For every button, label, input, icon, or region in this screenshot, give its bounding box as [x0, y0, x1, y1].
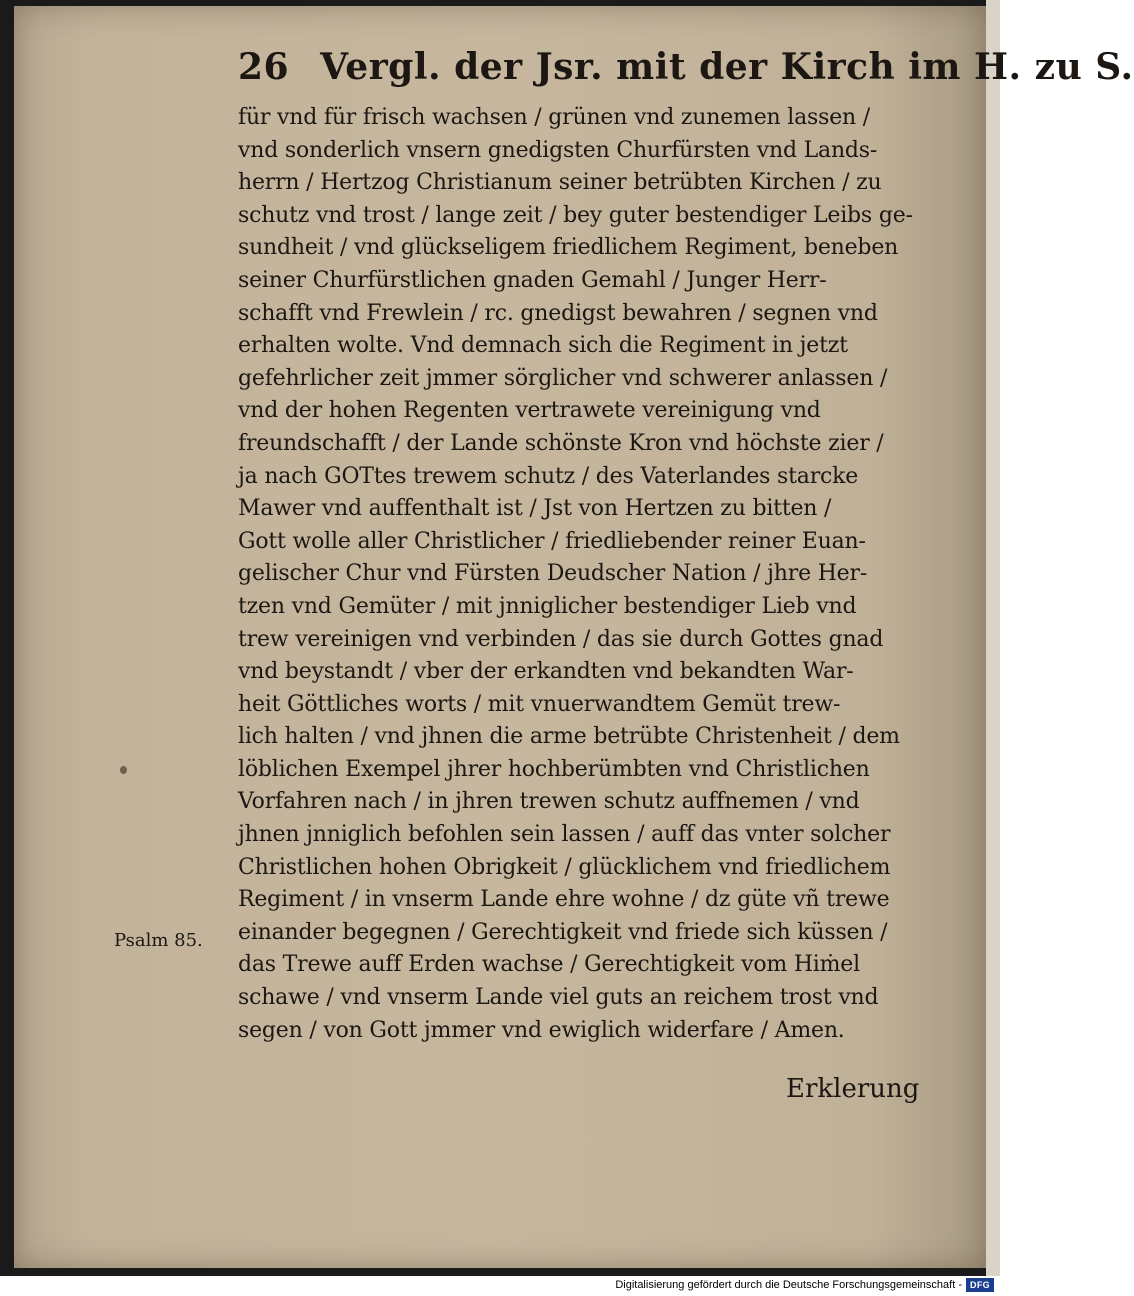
- text-line: Christlichen hohen Obrigkeit / glücklichem vnd friedlichem: [238, 854, 891, 880]
- text-line: sundheit / vnd glückseligem friedlichem Regiment, beneben: [238, 235, 899, 261]
- text-line: einander begegnen / Gerechtigkeit vnd friede sich küssen /: [238, 919, 888, 945]
- text-line: tzen vnd Gemüter / mit jnniglicher bestendiger Lieb vnd: [238, 593, 857, 619]
- text-line: schutz vnd trost / lange zeit / bey guter bestendiger Leibs ge-: [238, 202, 913, 228]
- text-line: schawe / vnd vnserm Lande viel guts an reichem trost vnd: [238, 985, 879, 1011]
- text-line: vnd beystandt / vber der erkandten vnd bekandten War-: [238, 659, 854, 685]
- text-line: gelischer Chur vnd Fürsten Deudscher Nation / jhre Her-: [238, 561, 868, 587]
- text-line: freundschafft / der Lande schönste Kron vnd höchste zier /: [238, 430, 884, 456]
- body-text: [238, 102, 918, 1047]
- running-title: Vergl. der Jsr. mit der Kirch im H. zu S.: [320, 46, 1134, 88]
- text-line: herrn / Hertzog Christianum seiner betrübten Kirchen / zu: [238, 170, 882, 196]
- funding-credit: Digitalisierung gefördert durch die Deutsche Forschungsgemeinschaft -: [615, 1279, 962, 1291]
- text-line: jhnen jnniglich befohlen sein lassen / auff das vnter solcher: [238, 822, 891, 848]
- ink-speck: [120, 766, 127, 774]
- text-line: schafft vnd Frewlein / rc. gnedigst bewahren / segnen vnd: [238, 300, 878, 326]
- text-line: Vorfahren nach / in jhren trewen schutz auffnemen / vnd: [238, 789, 860, 815]
- text-line: Mawer vnd auffenthalt ist / Jst von Hertzen zu bitten /: [238, 496, 832, 522]
- text-line: gefehrlicher zeit jmmer sörglicher vnd schwerer anlassen /: [238, 365, 888, 391]
- text-line: löblichen Exempel jhrer hochberümbten vnd Christlichen: [238, 756, 870, 782]
- text-line: Gott wolle aller Christlicher / friedliebender reiner Euan-: [238, 528, 866, 554]
- text-line: vnd sonderlich vnsern gnedigsten Churfürsten vnd Lands-: [238, 137, 878, 163]
- text-line: heit Göttliches worts / mit vnuerwandtem Gemüt trew-: [238, 691, 841, 717]
- text-line: lich halten / vnd jhnen die arme betrübte Christenheit / dem: [238, 724, 900, 750]
- dfg-logo: DFG: [966, 1278, 994, 1292]
- text-line: vnd der hohen Regenten vertrawete vereinigung vnd: [238, 398, 821, 424]
- footer-bar: [0, 1276, 1000, 1296]
- text-line: ja nach GOTtes trewem schutz / des Vaterlandes starcke: [238, 463, 859, 489]
- text-line: seiner Churfürstlichen gnaden Gemahl / Junger Herr-: [238, 267, 827, 293]
- text-line: Regiment / in vnserm Lande ehre wohne / dz güte vñ trewe: [238, 887, 890, 913]
- page-edge: [986, 0, 1000, 1276]
- running-header: [238, 46, 1134, 98]
- catchword: Erklerung: [786, 1074, 920, 1104]
- text-line: segen / von Gott jmmer vnd ewiglich widerfare / Amen.: [238, 1017, 845, 1043]
- text-line: trew vereinigen vnd verbinden / das sie durch Gottes gnad: [238, 626, 884, 652]
- marginal-note: Psalm 85.: [114, 930, 203, 951]
- text-line: erhalten wolte. Vnd demnach sich die Regiment in jetzt: [238, 333, 848, 359]
- page-number: 26: [238, 46, 290, 88]
- text-line: für vnd für frisch wachsen / grünen vnd zunemen lassen /: [238, 105, 871, 130]
- text-line: das Trewe auff Erden wachse / Gerechtigkeit vom Hiṁel: [238, 952, 860, 978]
